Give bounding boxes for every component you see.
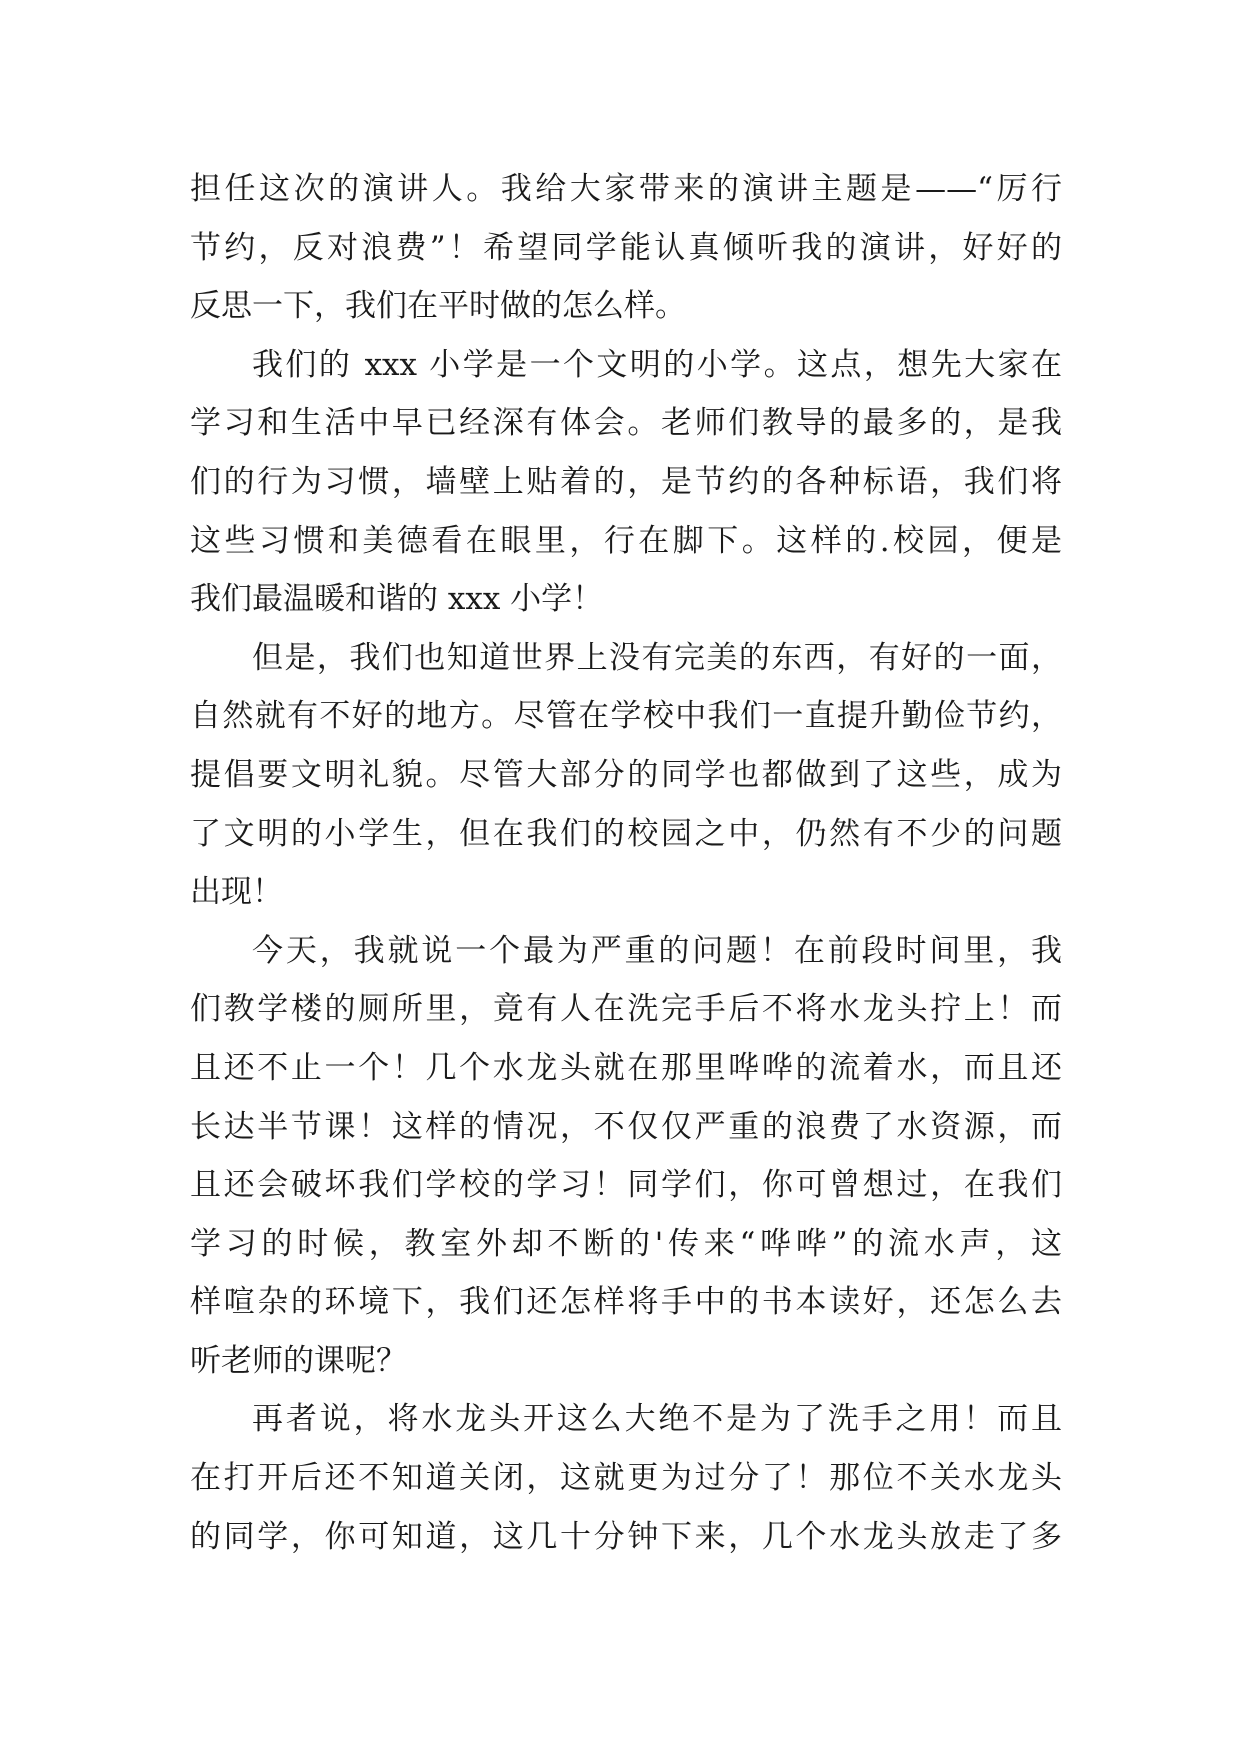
text-line: 的同学，你可知道，这几十分钟下来，几个水龙头放走了多 xyxy=(190,1518,1062,1555)
text-line: 且还不止一个！几个水龙头就在那里哗哗的流着水，而且还 xyxy=(190,1049,1062,1086)
text-line: 长达半节课！这样的情况，不仅仅严重的浪费了水资源，而 xyxy=(190,1108,1062,1145)
text-line: 我们的 xxx 小学是一个文明的小学。这点，想先大家在 xyxy=(252,346,1062,383)
text-line: 提倡要文明礼貌。尽管大部分的同学也都做到了这些，成为 xyxy=(190,756,1062,793)
text-line: 且还会破坏我们学校的学习！同学们，你可曾想过，在我们 xyxy=(190,1167,1062,1204)
text-line: 这些习惯和美德看在眼里，行在脚下。这样的.校园，便是 xyxy=(190,522,1062,559)
text-line: 今天，我就说一个最为严重的问题！在前段时间里，我 xyxy=(252,932,1062,969)
speech-text-body xyxy=(190,160,1062,1566)
text-line: 学习的时候，教室外却不断的'传来“哗哗”的流水声，这 xyxy=(190,1225,1062,1262)
text-line: 样喧杂的环境下，我们还怎样将手中的书本读好，还怎么去 xyxy=(190,1284,1062,1321)
text-line: 们教学楼的厕所里，竟有人在洗完手后不将水龙头拧上！而 xyxy=(190,991,1062,1028)
text-line: 自然就有不好的地方。尽管在学校中我们一直提升勤俭节约， xyxy=(190,698,1062,735)
text-line: 听老师的课呢？ xyxy=(190,1342,407,1379)
text-line: 出现！ xyxy=(190,874,283,911)
text-line: 再者说，将水龙头开这么大绝不是为了洗手之用！而且 xyxy=(252,1401,1062,1438)
paragraph-1 xyxy=(190,160,1062,336)
paragraph-2 xyxy=(190,336,1062,629)
text-line: 了文明的小学生，但在我们的校园之中，仍然有不少的问题 xyxy=(190,815,1062,852)
paragraph-4 xyxy=(190,922,1062,1391)
text-line: 节约，反对浪费”！希望同学能认真倾听我的演讲，好好的 xyxy=(190,229,1062,266)
text-line: 反思一下，我们在平时做的怎么样。 xyxy=(190,288,686,325)
text-line: 我们最温暖和谐的 xxx 小学！ xyxy=(190,581,604,618)
text-line: 担任这次的演讲人。我给大家带来的演讲主题是——“厉行 xyxy=(190,171,1062,207)
paragraph-3 xyxy=(190,629,1062,922)
paragraph-5 xyxy=(190,1390,1062,1566)
text-line: 们的行为习惯，墙壁上贴着的，是节约的各种标语，我们将 xyxy=(190,463,1062,500)
text-line: 但是，我们也知道世界上没有完美的东西，有好的一面， xyxy=(252,639,1062,676)
text-line: 在打开后还不知道关闭，这就更为过分了！那位不关水龙头 xyxy=(190,1460,1062,1497)
text-line: 学习和生活中早已经深有体会。老师们教导的最多的，是我 xyxy=(190,405,1062,442)
